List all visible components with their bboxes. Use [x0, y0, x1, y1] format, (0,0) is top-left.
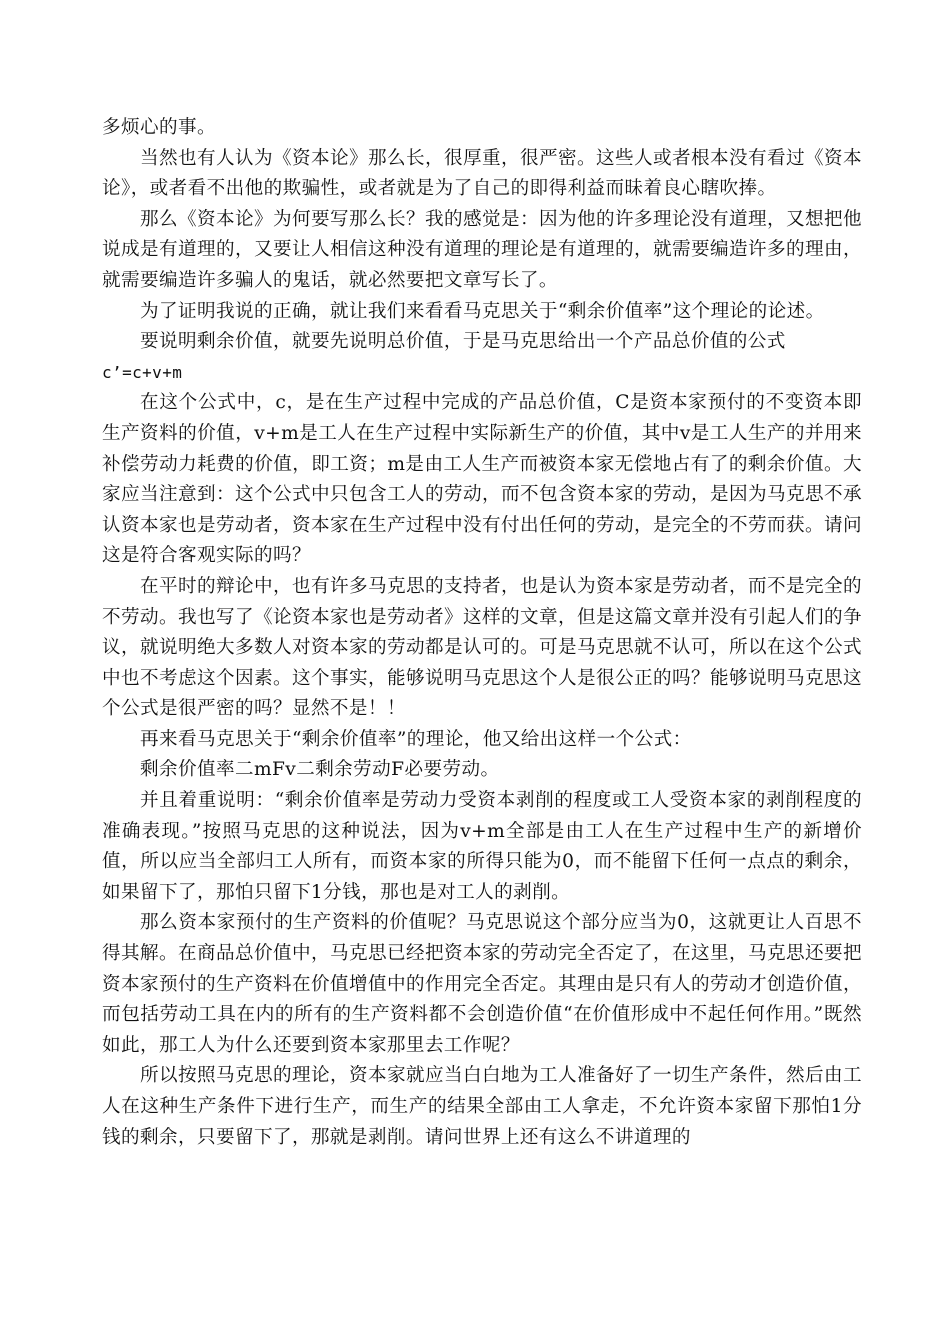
document-page [102, 113, 862, 1153]
paragraph: 那么资本家预付的生产资料的价值呢？马克思说这个部分应当为0，这就更让人百思不得其解。在商品总价值中，马克思已经把资本家的劳动完全否定了，在这里，马克思还要把资本家预付的生产资料在价值增值中的作用完全否定。其理由是只有人的劳动才创造价值，而包括劳动工具在内的所有的生产资料都不会创造价值“在价值形成中不起任何作用。”既然如此，那工人为什么还要到资本家那里去工作呢？ [102, 912, 862, 1056]
paragraph: 当然也有人认为《资本论》那么长，很厚重，很严密。这些人或者根本没有看过《资本论》，或者看不出他的欺骗性，或者就是为了自己的即得利益而昧着良心瞎吹捧。 [102, 147, 862, 200]
surplus-value-rate-formula: 剩余价值率二mFv二剩余劳动F必要劳动。 [140, 759, 500, 781]
paragraph: 再来看马克思关于“剩余价值率”的理论，他又给出这样一个公式： [140, 728, 692, 750]
paragraph: 为了证明我说的正确，就让我们来看看马克思关于“剩余价值率”这个理论的论述。 [140, 300, 825, 322]
paragraph: 那么《资本论》为何要写那么长？我的感觉是：因为他的许多理论没有道理，又想把他说成是有道理的，又要让人相信这种没有道理的理论是有道理的，就需要编造许多的理由，就需要编造许多骗人的鬼话，就必然要把文章写长了。 [102, 208, 862, 291]
paragraph: 所以按照马克思的理论，资本家就应当白白地为工人准备好了一切生产条件，然后由工人在这种生产条件下进行生产，而生产的结果全部由工人拿走，不允许资本家留下那怕1分钱的剩余，只要留下了，那就是剥削。请问世界上还有这么不讲道理的 [102, 1065, 862, 1148]
paragraph: 在这个公式中，c，是在生产过程中完成的产品总价值，C是资本家预付的不变资本即生产资料的价值，v+m是工人在生产过程中实际新生产的价值，其中v是工人生产的并用来补偿劳动力耗费的价值，即工资；m是由工人生产而被资本家无偿地占有了的剩余价值。大家应当注意到：这个公式中只包含工人的劳动，而不包含资本家的劳动，是因为马克思不承认资本家也是劳动者，资本家在生产过程中没有付出任何的劳动，是完全的不劳而获。请问这是符合客观实际的吗？ [102, 392, 862, 567]
total-value-formula: c’=c+v+m [102, 362, 183, 382]
paragraph: 并且着重说明：“剩余价值率是劳动力受资本剥削的程度或工人受资本家的剥削程度的准确表现。”按照马克思的这种说法，因为v+m全部是由工人在生产过程中生产的新增价值，所以应当全部归工人所有，而资本家的所得只能为0，而不能留下任何一点点的剩余，如果留下了，那怕只留下1分钱，那也是对工人的剥削。 [102, 790, 862, 903]
paragraph-continuation: 多烦心的事。 [102, 117, 216, 138]
paragraph: 在平时的辩论中，也有许多马克思的支持者，也是认为资本家是劳动者，而不是完全的不劳动。我也写了《论资本家也是劳动者》这样的文章，但是这篇文章并没有引起人们的争议，就说明绝大多数人对资本家的劳动都是认可的。可是马克思就不认可，所以在这个公式中也不考虑这个因素。这个事实，能够说明马克思这个人是很公正的吗？能够说明马克思这个公式是很严密的吗？显然不是！！ [102, 575, 862, 720]
paragraph: 要说明剩余价值，就要先说明总价值，于是马克思给出一个产品总价值的公式 [140, 331, 786, 353]
